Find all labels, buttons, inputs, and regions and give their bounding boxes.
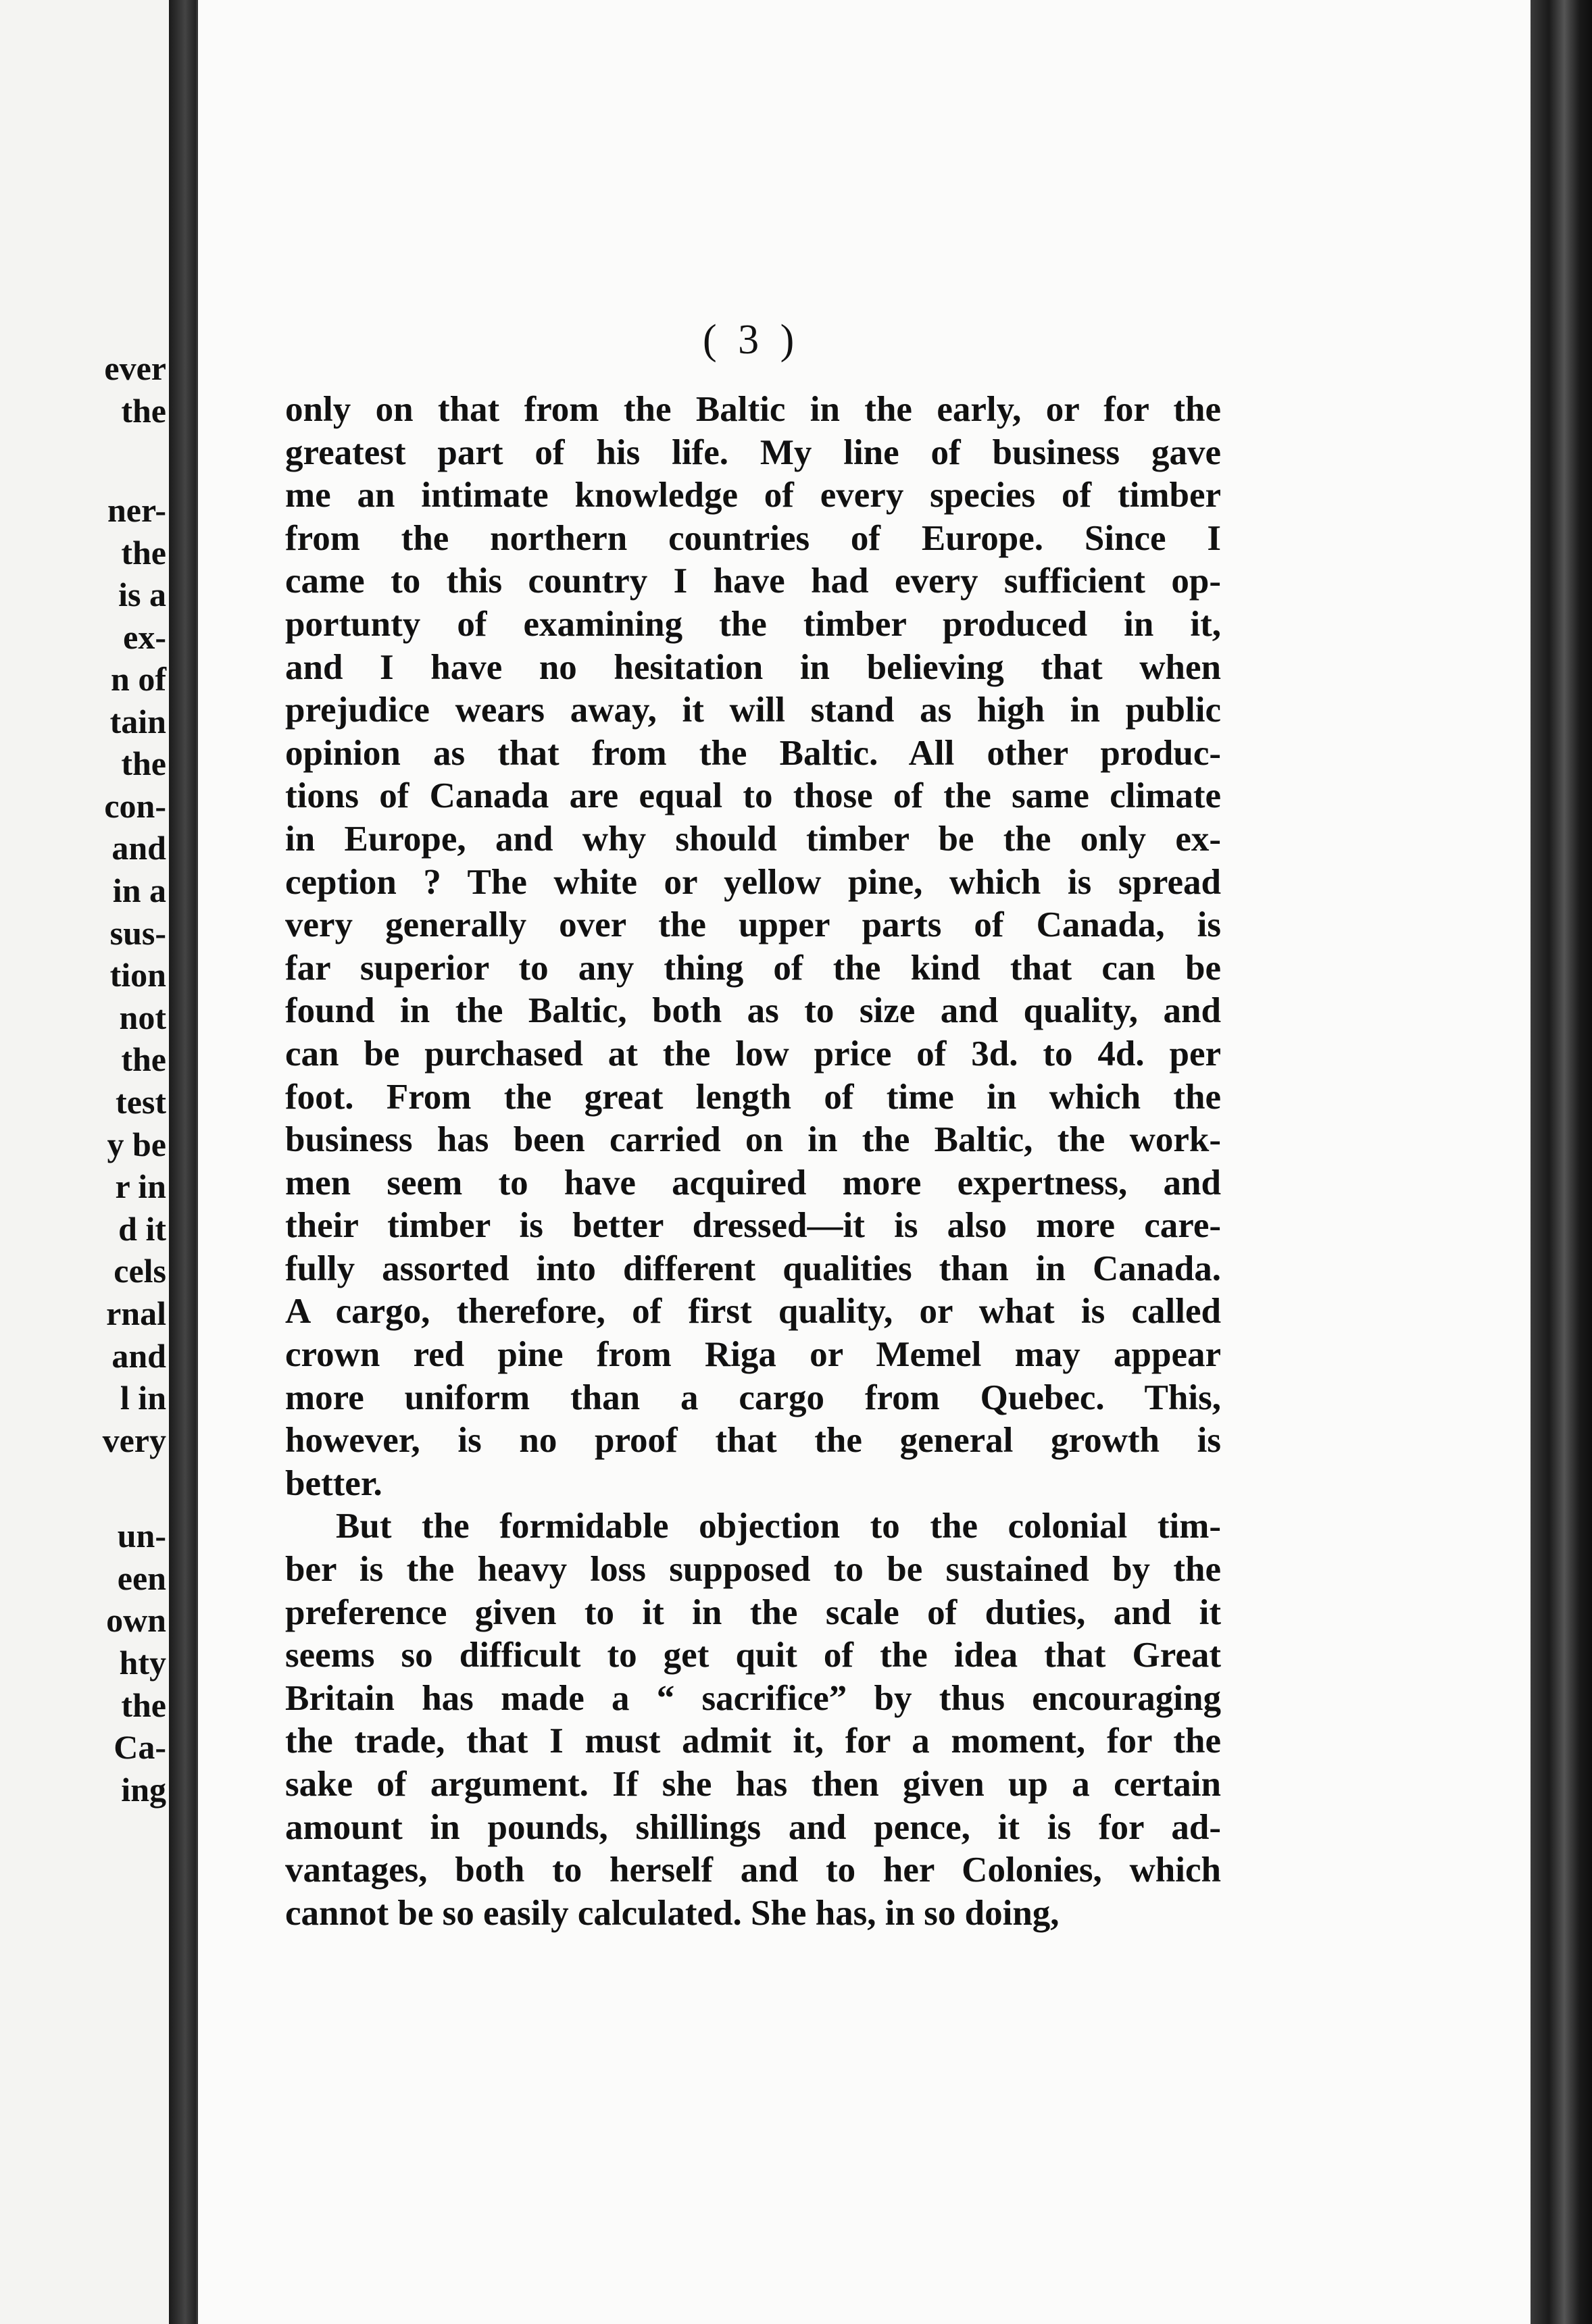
text-line: cannot be so easily calculated. She has, in so doing, <box>285 1893 1060 1933</box>
text-line: seems so difficult to get quit of the idea that Great <box>285 1636 1221 1675</box>
text-line: better. <box>285 1463 382 1503</box>
facing-page-line: rnal <box>106 1294 166 1332</box>
facing-page-line: is a <box>118 576 166 613</box>
text-line: ception ? The white or yellow pine, which is spread <box>285 862 1221 902</box>
facing-page-line: een <box>117 1559 166 1597</box>
facing-page-line: ever <box>104 349 166 387</box>
text-line: found in the Baltic, both as to size and quality, and <box>285 991 1221 1031</box>
text-line: amount in pounds, shillings and pence, it is for ad- <box>285 1807 1221 1847</box>
text-line: prejudice wears away, it will stand as high in public <box>285 690 1221 730</box>
facing-page-line: l in <box>120 1379 166 1417</box>
text-line: ber is the heavy loss supposed to be sustained by the <box>285 1550 1221 1590</box>
facing-page-line: test <box>116 1083 166 1121</box>
text-line: greatest part of his life. My line of business gave <box>285 432 1221 472</box>
facing-page-line: the <box>121 744 166 782</box>
text-line: tions of Canada are equal to those of the same climate <box>285 776 1221 816</box>
book-gutter <box>169 0 196 2324</box>
text-line: portunty of examining the timber produced in it, <box>285 604 1221 644</box>
text-line: and I have no hesitation in believing that when <box>285 647 1221 687</box>
text-line: Britain has made a “ sacrifice” by thus encouraging <box>285 1678 1221 1718</box>
facing-page-line: d it <box>118 1210 166 1248</box>
facing-page-line: the <box>121 1686 166 1724</box>
text-line: opinion as that from the Baltic. All other produc- <box>285 733 1221 773</box>
facing-page-line: tain <box>109 703 166 740</box>
facing-page-line: and <box>111 829 166 867</box>
text-line: far superior to any thing of the kind that can be <box>285 948 1221 988</box>
text-line: vantages, both to herself and to her Colonies, which <box>285 1850 1221 1890</box>
text-line: their timber is better dressed—it is also more care- <box>285 1206 1221 1246</box>
text-line: in Europe, and why should timber be the only ex- <box>285 819 1221 859</box>
text-line: foot. From the great length of time in which the <box>285 1077 1221 1117</box>
text-line: me an intimate knowledge of every species of timber <box>285 476 1221 515</box>
facing-page-line: ner- <box>107 491 166 529</box>
facing-page-line: not <box>119 999 166 1036</box>
facing-page-line: y be <box>107 1126 166 1163</box>
facing-page-line: tion <box>109 956 166 994</box>
text-line: can be purchased at the low price of 3d. to 4d. per <box>285 1034 1221 1073</box>
facing-page-line: un- <box>117 1517 166 1555</box>
facing-page-line: own <box>106 1601 166 1639</box>
body-text <box>285 388 1221 1935</box>
page-edge <box>1531 0 1592 2324</box>
facing-page-line: cels <box>114 1252 166 1290</box>
facing-page-line: the <box>121 392 166 430</box>
facing-page-line: the <box>121 1040 166 1078</box>
text-line: however, is no proof that the general growth is <box>285 1421 1221 1461</box>
facing-page-line: in a <box>112 872 166 909</box>
facing-page-line: very <box>102 1421 166 1459</box>
text-line: from the northern countries of Europe. Since I <box>285 518 1221 558</box>
text-line: crown red pine from Riga or Memel may appear <box>285 1335 1221 1375</box>
text-line: more uniform than a cargo from Quebec. This, <box>285 1378 1221 1417</box>
text-line: sake of argument. If she has then given up a certain <box>285 1765 1221 1804</box>
text-line: A cargo, therefore, of first quality, or what is called <box>285 1292 1221 1332</box>
facing-page-line: sus- <box>109 914 166 952</box>
facing-page-line: and <box>111 1337 166 1375</box>
text-line: men seem to have acquired more expertness, and <box>285 1163 1221 1203</box>
facing-page-line: the <box>121 534 166 572</box>
facing-page-line: con- <box>104 787 166 825</box>
facing-page-line: r in <box>115 1167 166 1205</box>
text-line: preference given to it in the scale of duties, and it <box>285 1592 1221 1632</box>
text-line: business has been carried on in the Baltic, the work- <box>285 1120 1221 1160</box>
text-line: came to this country I have had every sufficient op- <box>285 561 1221 601</box>
facing-page-line: Ca- <box>114 1728 166 1766</box>
text-line: the trade, that I must admit it, for a moment, for the <box>285 1721 1221 1761</box>
facing-page-line: ing <box>121 1771 166 1809</box>
page-number: ( 3 ) <box>703 317 800 363</box>
text-line: very generally over the upper parts of Canada, is <box>285 905 1221 945</box>
text-line: But the formidable objection to the colonial tim- <box>336 1507 1221 1546</box>
text-line: fully assorted into different qualities than in Canada. <box>285 1248 1221 1288</box>
facing-page-line: n of <box>111 660 166 698</box>
facing-page-line: ex- <box>123 618 166 656</box>
facing-page-line: hty <box>119 1644 166 1682</box>
text-line: only on that from the Baltic in the early, or for the <box>285 390 1221 429</box>
facing-page-fragment <box>0 0 169 2324</box>
